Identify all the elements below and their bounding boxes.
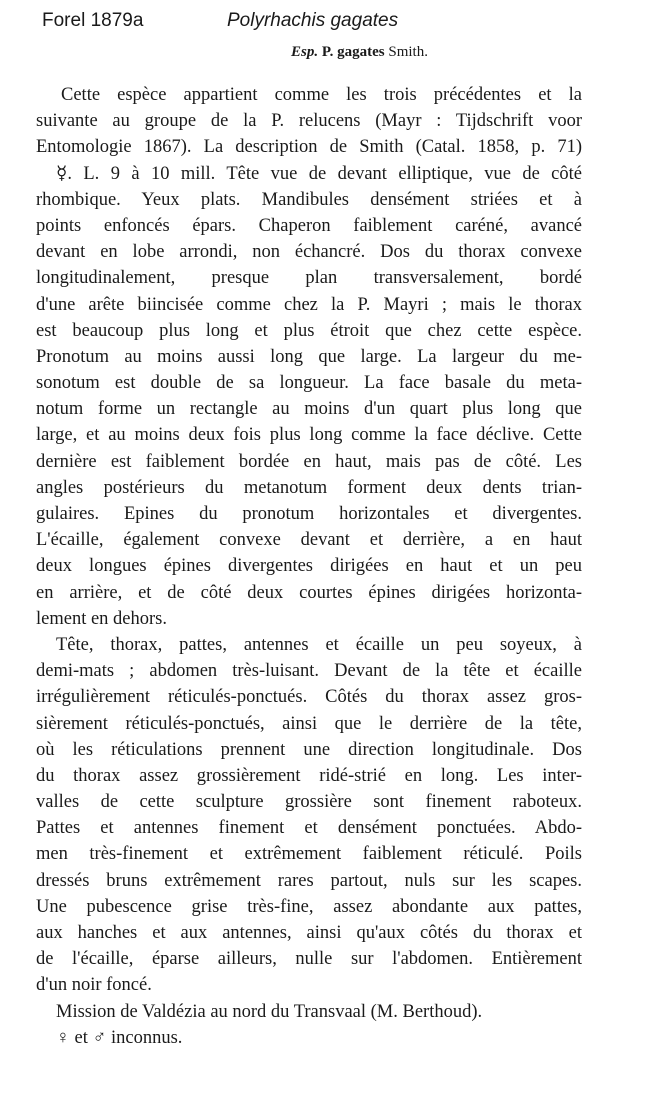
document-body bbox=[36, 82, 582, 1051]
text-line: Mission de Valdézia au nord du Transvaal (M. Berthoud). bbox=[56, 1001, 483, 1022]
paragraph-4 bbox=[36, 999, 582, 1051]
text-line: points enfoncés épars. Chaperon faiblement caréné, avancé bbox=[36, 215, 582, 236]
text-line: Une pubescence grise très-fine, assez abondante aux pattes, bbox=[36, 896, 582, 917]
text-line: suivante au groupe de la P. relucens (Mayr : Tijdschrift voor bbox=[36, 111, 582, 132]
text-line: longitudinalement, presque plan transversalement, bordé bbox=[36, 268, 582, 289]
text-line: Entomologie 1867). La description de Smith (Catal. 1858, p. 71) bbox=[36, 137, 582, 158]
text-line: est beaucoup plus long et plus étroit que chez cette espèce. bbox=[36, 320, 582, 341]
subtitle-species: P. gagates bbox=[321, 44, 385, 60]
text-line: sièrement réticulés-ponctués, ainsi que le derrière de la tête, bbox=[36, 713, 582, 734]
text-line: aux hanches et aux antennes, ainsi qu'aux côtés du thorax et bbox=[36, 923, 582, 943]
text-line: dernière est faiblement bordée en haut, mais pas de côté. Les bbox=[36, 451, 582, 472]
text-line: d'une arête biincisée comme chez la P. Mayri ; mais le thorax bbox=[36, 294, 582, 315]
subtitle-esp: Esp. bbox=[291, 44, 319, 60]
header-citation: Forel 1879a bbox=[42, 10, 144, 31]
text-line: en arrière, et de côté deux courtes épines dirigées horizonta- bbox=[36, 582, 582, 603]
text-line: devant en lobe arrondi, non échancré. Dos du thorax convexe bbox=[36, 242, 582, 263]
text-line: notum forme un rectangle au moins d'un quart plus long que bbox=[36, 399, 582, 420]
text-line: rhombique. Yeux plats. Mandibules densément striées et à bbox=[36, 189, 582, 210]
text-line: où les réticulations prennent une direction longitudinale. Dos bbox=[36, 739, 582, 760]
text-line: men très-finement et extrêmement faiblement réticulé. Poils bbox=[36, 844, 582, 865]
text-line: sonotum est double de sa longueur. La face basale du meta- bbox=[36, 373, 582, 394]
text-line: valles de cette sculpture grossière sont finement raboteux. bbox=[36, 792, 582, 813]
text-line: dressés bruns extrêmement rares partout, nuls sur les scapes. bbox=[36, 870, 582, 891]
text-line: Tête, thorax, pattes, antennes et écaille un peu soyeux, à bbox=[56, 634, 582, 655]
text-line: angles postérieurs du metanotum forment deux dents trian- bbox=[36, 477, 582, 498]
header-taxon: Polyrhachis gagates bbox=[227, 10, 399, 31]
text-line: de l'écaille, éparse ailleurs, nulle sur l'abdomen. Entièrement bbox=[36, 949, 582, 970]
paragraph-1 bbox=[36, 82, 582, 161]
text-line: L'écaille, également convexe devant et derrière, a en haut bbox=[36, 530, 582, 551]
text-line: Cette espèce appartient comme les trois précédentes et la bbox=[61, 85, 582, 105]
text-line: irrégulièrement réticulés-ponctués. Côtés du thorax assez gros- bbox=[36, 687, 582, 708]
text-line: du thorax assez grossièrement ridé-strié en long. Les inter- bbox=[36, 765, 582, 786]
text-line: gulaires. Epines du pronotum horizontales et divergentes. bbox=[36, 504, 582, 524]
subtitle-author: Smith. bbox=[388, 44, 428, 60]
paragraph-2 bbox=[36, 161, 582, 632]
text-line: ♀ et ♂ inconnus. bbox=[56, 1027, 183, 1048]
text-line: large, et au moins deux fois plus long comme la face déclive. Cette bbox=[36, 425, 582, 446]
text-line: demi-mats ; abdomen très-luisant. Devant de la tête et écaille bbox=[36, 661, 582, 682]
species-subtitle bbox=[0, 44, 659, 61]
text-line: deux longues épines divergentes dirigées en haut et un peu bbox=[36, 556, 582, 577]
text-line: Pronotum au moins aussi long que large. La largeur du me- bbox=[36, 346, 582, 367]
text-line: d'un noir foncé. bbox=[36, 975, 152, 996]
text-line: Pattes et antennes finement et densément ponctuées. Abdo- bbox=[36, 818, 582, 839]
paragraph-3 bbox=[36, 632, 582, 999]
text-line: lement en dehors. bbox=[36, 608, 167, 629]
text-line: ☿. L. 9 à 10 mill. Tête vue de devant elliptique, vue de côté bbox=[56, 163, 582, 184]
